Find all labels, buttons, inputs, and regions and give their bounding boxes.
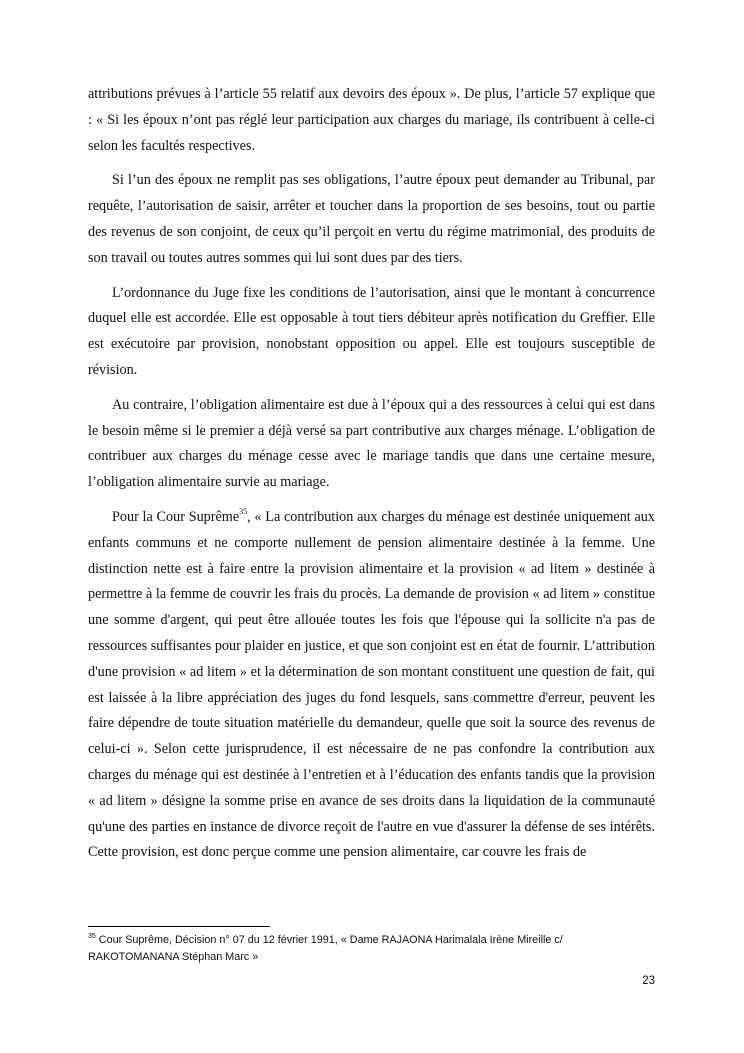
- paragraph-5-lead: Pour la Cour Suprême: [112, 508, 240, 525]
- page-number: 23: [642, 975, 655, 987]
- footnote-reference: 35: [239, 506, 248, 516]
- paragraph-5: [88, 505, 655, 866]
- footnote: [88, 932, 655, 966]
- document-body: [88, 82, 655, 875]
- paragraph-2: Si l’un des époux ne remplit pas ses obligations, l’autre époux peut demander au Tribunal, par requête, l’autorisation de saisir, arrêter et toucher dans la proportion de ses besoins, tout ou partie des revenus de son conjoint, de ceux qu’il perçoit en vertu du régime matrimonial, des produits de son travail ou toutes autres sommes qui lui sont dues par des tiers.: [88, 172, 655, 266]
- footnote-line-2: RAKOTOMANANA Stéphan Marc »: [88, 951, 259, 963]
- paragraph-5-rest: , « La contribution aux charges du ménage est destinée uniquement aux enfants communs et ne comporte nullement de pension alimentaire destinée à la femme. Une distinction nette est à faire entre la provision alimentaire et la provision « ad litem » destinée à permettre à la femme de couvrir les frais du procès. La demande de provision « ad litem » constitue une somme d'argent, qui peut être allouée toutes les fois que l'épouse qui la sollicite n'a pas de ressources suffisantes pour plaider en justice, et que son conjoint est en état de fournir. L’attribution d'une provision « ad litem » et la détermination de son montant constituent une question de fait, qui est laissée à la libre appréciation des juges du fond lesquels, sans commettre d'erreur, peuvent les faire dépendre de toute situation matérielle du demandeur, quelle que soit la source des revenus de celui-ci ». Selon cette jurisprudence, il est nécessaire de ne pas confondre la contribution aux charges du ménage qui est destinée à l’entretien et à l’éducation des enfants tandis que la provision « ad litem » désigne la somme prise en avance de ses droits dans la liquidation de la communauté qu'une des parties en instance de divorce reçoit de l'autre en vue d'assurer la défense de ses intérêts. Cette provision, est donc perçue comme une pension alimentaire, car couvre les frais de: [88, 508, 655, 861]
- paragraph-1: attributions prévues à l’article 55 relatif aux devoirs des époux ». De plus, l’article 57 explique que : « Si les époux n’ont pas réglé leur participation aux charges du mariage, ils contribuent à celle-ci selon les facultés respectives.: [88, 86, 655, 154]
- paragraph-3: L’ordonnance du Juge fixe les conditions de l’autorisation, ainsi que le montant à concurrence duquel elle est accordée. Elle est opposable à tout tiers débiteur après notification du Greffier. Elle est exécutoire par provision, nonobstant opposition ou appel. Elle est toujours susceptible de révision.: [88, 284, 655, 378]
- footnote-line-1: [88, 932, 655, 949]
- footnote-separator: [88, 926, 270, 927]
- footnote-number: 35: [88, 933, 96, 940]
- paragraph-4: Au contraire, l’obligation alimentaire est due à l’époux qui a des ressources à celui qui est dans le besoin même si le premier a déjà versé sa part contributive aux charges ménage. L’obligation de contribuer aux charges du ménage cesse avec le mariage tandis que dans une certaine mesure, l’obligation alimentaire survie au mariage.: [88, 396, 655, 491]
- footnote-text-1: Cour Suprême, Décision n° 07 du 12 février 1991, « Dame RAJAONA Harimalala Irène Mireille c/: [98, 934, 563, 946]
